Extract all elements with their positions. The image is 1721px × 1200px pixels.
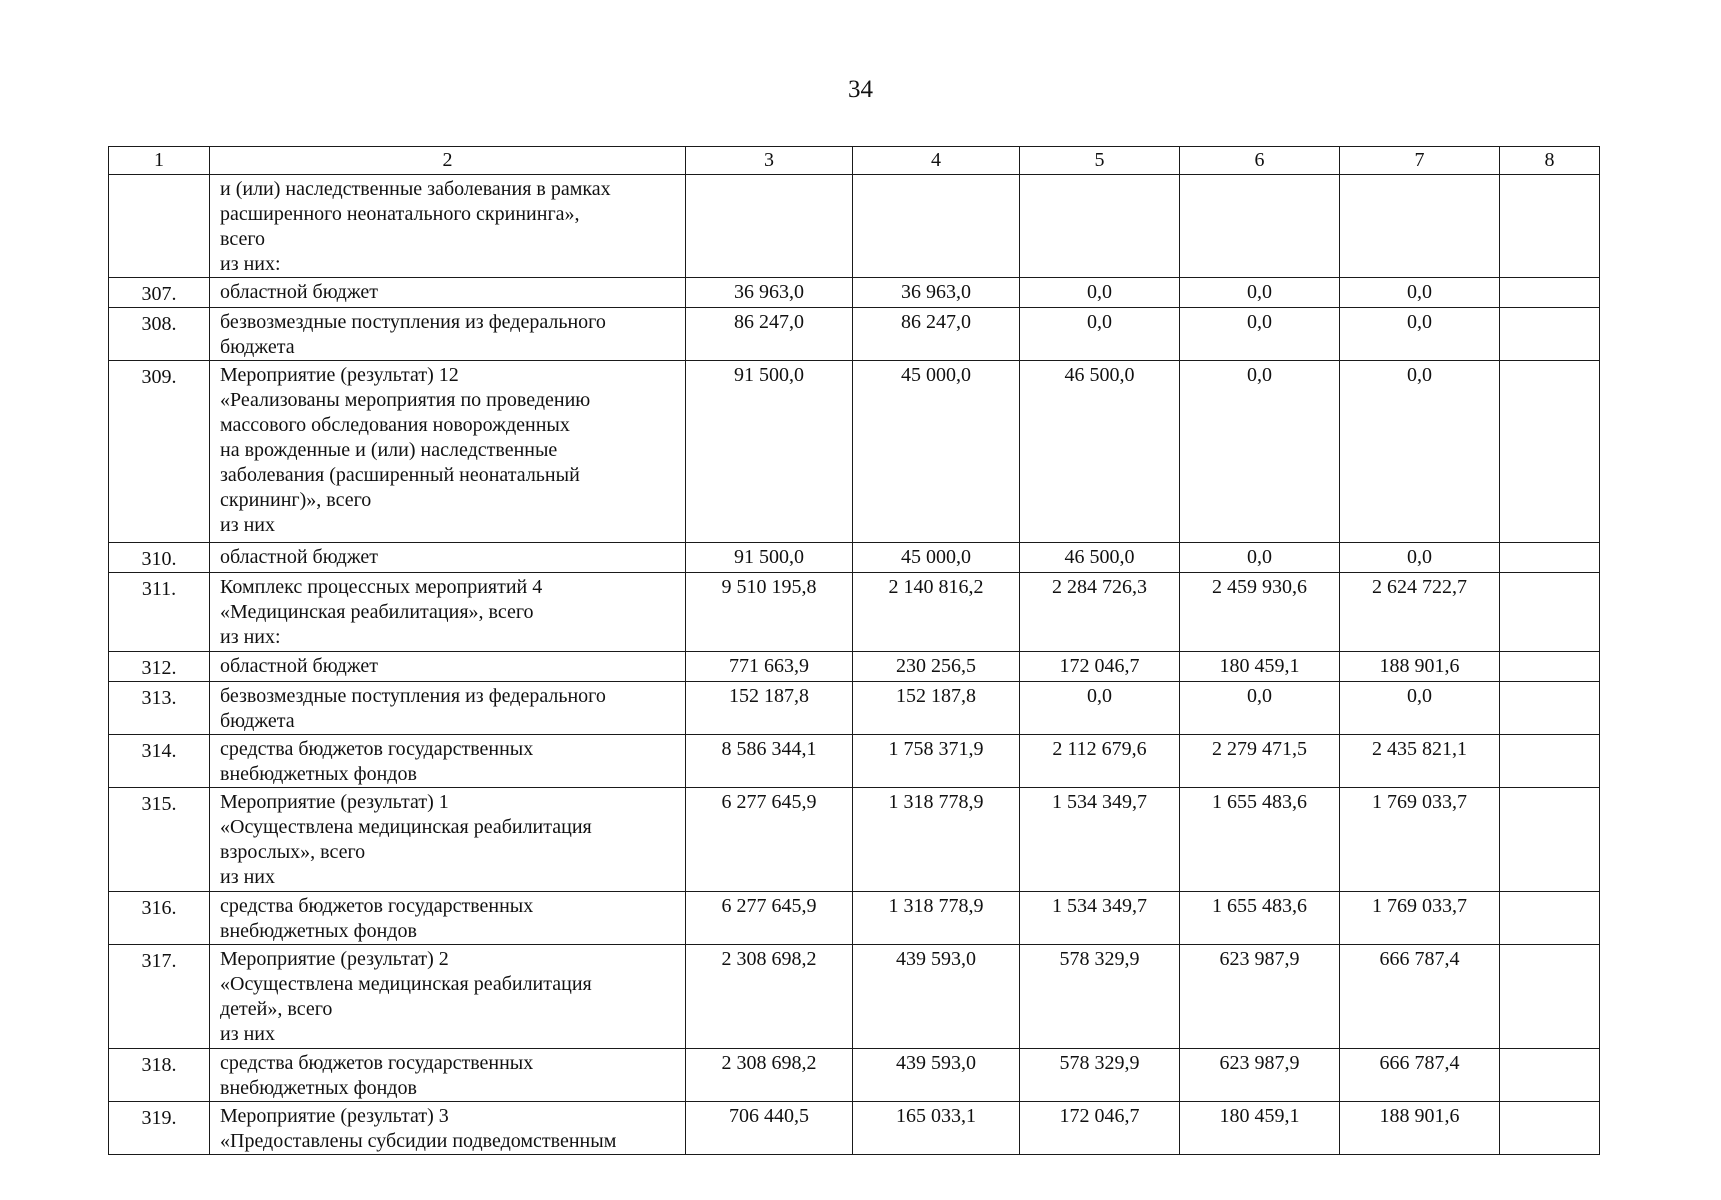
value-col-7: 2 624 722,7 bbox=[1340, 573, 1500, 652]
row-number: 309. bbox=[109, 361, 210, 543]
value-col-6: 623 987,9 bbox=[1180, 945, 1340, 1049]
value-col-5: 46 500,0 bbox=[1020, 361, 1180, 543]
value-col-6: 180 459,1 bbox=[1180, 652, 1340, 682]
row-number: 308. bbox=[109, 308, 210, 361]
row-description: Мероприятие (результат) 12 «Реализованы мероприятия по проведению массового обследования новорожденных на врожденные и (или) наследственные заболевания (расширенный неонатальный скрининг)», всего из них bbox=[210, 361, 686, 543]
value-col-5: 172 046,7 bbox=[1020, 1102, 1180, 1155]
value-col-8 bbox=[1500, 175, 1600, 278]
value-col-8 bbox=[1500, 652, 1600, 682]
column-header: 1 bbox=[109, 147, 210, 175]
value-col-7: 0,0 bbox=[1340, 278, 1500, 308]
column-header: 6 bbox=[1180, 147, 1340, 175]
table-row bbox=[109, 573, 1600, 652]
row-description: областной бюджет bbox=[210, 543, 686, 573]
value-col-7: 0,0 bbox=[1340, 543, 1500, 573]
value-total: 8 586 344,1 bbox=[686, 735, 853, 788]
value-total: 91 500,0 bbox=[686, 361, 853, 543]
value-total bbox=[686, 175, 853, 278]
table-row bbox=[109, 308, 1600, 361]
row-description: средства бюджетов государственных внебюджетных фондов bbox=[210, 735, 686, 788]
row-description: Мероприятие (результат) 2 «Осуществлена медицинская реабилитация детей», всего из них bbox=[210, 945, 686, 1049]
value-total: 152 187,8 bbox=[686, 682, 853, 735]
value-col-7 bbox=[1340, 175, 1500, 278]
value-col-6: 0,0 bbox=[1180, 682, 1340, 735]
value-col-6: 2 279 471,5 bbox=[1180, 735, 1340, 788]
value-col-4 bbox=[853, 175, 1020, 278]
row-number: 315. bbox=[109, 788, 210, 892]
value-col-6 bbox=[1180, 175, 1340, 278]
value-col-4: 1 758 371,9 bbox=[853, 735, 1020, 788]
page-number: 34 bbox=[848, 76, 873, 103]
table-row bbox=[109, 175, 1600, 278]
value-total: 86 247,0 bbox=[686, 308, 853, 361]
value-total: 36 963,0 bbox=[686, 278, 853, 308]
value-col-8 bbox=[1500, 278, 1600, 308]
table-row bbox=[109, 652, 1600, 682]
value-col-7: 0,0 bbox=[1340, 308, 1500, 361]
value-col-5: 1 534 349,7 bbox=[1020, 788, 1180, 892]
value-col-5: 46 500,0 bbox=[1020, 543, 1180, 573]
table-row bbox=[109, 1102, 1600, 1155]
row-description: Мероприятие (результат) 1 «Осуществлена медицинская реабилитация взрослых», всего из них bbox=[210, 788, 686, 892]
row-description: областной бюджет bbox=[210, 652, 686, 682]
value-col-6: 1 655 483,6 bbox=[1180, 892, 1340, 945]
value-col-8 bbox=[1500, 573, 1600, 652]
value-total: 771 663,9 bbox=[686, 652, 853, 682]
value-total: 6 277 645,9 bbox=[686, 788, 853, 892]
value-col-8 bbox=[1500, 308, 1600, 361]
table-row bbox=[109, 945, 1600, 1049]
value-col-6: 0,0 bbox=[1180, 361, 1340, 543]
value-col-8 bbox=[1500, 945, 1600, 1049]
value-col-4: 165 033,1 bbox=[853, 1102, 1020, 1155]
value-col-8 bbox=[1500, 682, 1600, 735]
value-total: 6 277 645,9 bbox=[686, 892, 853, 945]
value-col-5: 0,0 bbox=[1020, 278, 1180, 308]
value-col-7: 0,0 bbox=[1340, 682, 1500, 735]
row-description: Мероприятие (результат) 3 «Предоставлены субсидии подведомственным bbox=[210, 1102, 686, 1155]
row-number: 313. bbox=[109, 682, 210, 735]
table-row bbox=[109, 682, 1600, 735]
row-number: 316. bbox=[109, 892, 210, 945]
row-number: 311. bbox=[109, 573, 210, 652]
value-col-4: 45 000,0 bbox=[853, 361, 1020, 543]
value-col-7: 0,0 bbox=[1340, 361, 1500, 543]
value-col-5 bbox=[1020, 175, 1180, 278]
value-col-5: 0,0 bbox=[1020, 682, 1180, 735]
value-col-6: 1 655 483,6 bbox=[1180, 788, 1340, 892]
column-header: 7 bbox=[1340, 147, 1500, 175]
row-number: 318. bbox=[109, 1049, 210, 1102]
value-col-4: 230 256,5 bbox=[853, 652, 1020, 682]
table-row bbox=[109, 278, 1600, 308]
row-description: Комплекс процессных мероприятий 4 «Медицинская реабилитация», всего из них: bbox=[210, 573, 686, 652]
table-header-row bbox=[109, 147, 1600, 175]
row-number: 312. bbox=[109, 652, 210, 682]
value-total: 2 308 698,2 bbox=[686, 1049, 853, 1102]
table-row bbox=[109, 892, 1600, 945]
value-col-4: 1 318 778,9 bbox=[853, 892, 1020, 945]
value-col-8 bbox=[1500, 361, 1600, 543]
value-col-8 bbox=[1500, 1102, 1600, 1155]
value-col-7: 188 901,6 bbox=[1340, 1102, 1500, 1155]
table-row bbox=[109, 1049, 1600, 1102]
value-total: 2 308 698,2 bbox=[686, 945, 853, 1049]
row-description: средства бюджетов государственных внебюджетных фондов bbox=[210, 1049, 686, 1102]
table-row bbox=[109, 543, 1600, 573]
row-number bbox=[109, 175, 210, 278]
row-number: 307. bbox=[109, 278, 210, 308]
row-number: 310. bbox=[109, 543, 210, 573]
value-col-6: 0,0 bbox=[1180, 278, 1340, 308]
budget-table bbox=[108, 146, 1600, 1155]
column-header: 8 bbox=[1500, 147, 1600, 175]
value-col-6: 0,0 bbox=[1180, 308, 1340, 361]
value-col-7: 666 787,4 bbox=[1340, 945, 1500, 1049]
value-col-4: 439 593,0 bbox=[853, 945, 1020, 1049]
row-description: средства бюджетов государственных внебюджетных фондов bbox=[210, 892, 686, 945]
value-col-8 bbox=[1500, 735, 1600, 788]
value-col-4: 45 000,0 bbox=[853, 543, 1020, 573]
column-header: 2 bbox=[210, 147, 686, 175]
value-col-7: 1 769 033,7 bbox=[1340, 788, 1500, 892]
value-col-6: 0,0 bbox=[1180, 543, 1340, 573]
value-col-4: 439 593,0 bbox=[853, 1049, 1020, 1102]
value-col-5: 2 284 726,3 bbox=[1020, 573, 1180, 652]
value-col-4: 1 318 778,9 bbox=[853, 788, 1020, 892]
value-total: 91 500,0 bbox=[686, 543, 853, 573]
value-col-8 bbox=[1500, 1049, 1600, 1102]
value-col-5: 578 329,9 bbox=[1020, 1049, 1180, 1102]
table-row bbox=[109, 788, 1600, 892]
value-col-5: 172 046,7 bbox=[1020, 652, 1180, 682]
value-col-5: 0,0 bbox=[1020, 308, 1180, 361]
value-col-4: 36 963,0 bbox=[853, 278, 1020, 308]
value-col-8 bbox=[1500, 543, 1600, 573]
value-total: 9 510 195,8 bbox=[686, 573, 853, 652]
row-description: областной бюджет bbox=[210, 278, 686, 308]
value-col-8 bbox=[1500, 788, 1600, 892]
value-col-7: 666 787,4 bbox=[1340, 1049, 1500, 1102]
row-number: 319. bbox=[109, 1102, 210, 1155]
value-col-6: 180 459,1 bbox=[1180, 1102, 1340, 1155]
row-description: безвозмездные поступления из федерального бюджета bbox=[210, 682, 686, 735]
column-header: 5 bbox=[1020, 147, 1180, 175]
column-header: 4 bbox=[853, 147, 1020, 175]
value-total: 706 440,5 bbox=[686, 1102, 853, 1155]
table-row bbox=[109, 361, 1600, 543]
table-row bbox=[109, 735, 1600, 788]
value-col-5: 578 329,9 bbox=[1020, 945, 1180, 1049]
value-col-4: 2 140 816,2 bbox=[853, 573, 1020, 652]
column-header: 3 bbox=[686, 147, 853, 175]
row-number: 314. bbox=[109, 735, 210, 788]
row-description: безвозмездные поступления из федерального бюджета bbox=[210, 308, 686, 361]
value-col-7: 2 435 821,1 bbox=[1340, 735, 1500, 788]
value-col-6: 2 459 930,6 bbox=[1180, 573, 1340, 652]
value-col-4: 152 187,8 bbox=[853, 682, 1020, 735]
value-col-8 bbox=[1500, 892, 1600, 945]
value-col-4: 86 247,0 bbox=[853, 308, 1020, 361]
value-col-5: 1 534 349,7 bbox=[1020, 892, 1180, 945]
row-number: 317. bbox=[109, 945, 210, 1049]
value-col-5: 2 112 679,6 bbox=[1020, 735, 1180, 788]
value-col-7: 188 901,6 bbox=[1340, 652, 1500, 682]
value-col-7: 1 769 033,7 bbox=[1340, 892, 1500, 945]
row-description: и (или) наследственные заболевания в рамках расширенного неонатального скрининга», всего из них: bbox=[210, 175, 686, 278]
value-col-6: 623 987,9 bbox=[1180, 1049, 1340, 1102]
